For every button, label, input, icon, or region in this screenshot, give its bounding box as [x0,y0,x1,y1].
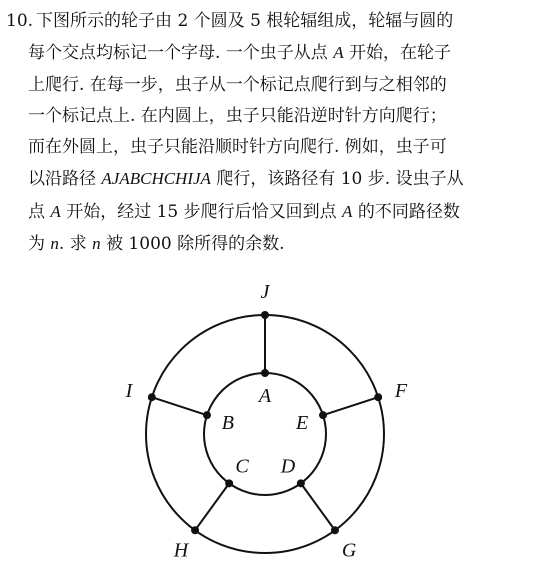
point-c [225,479,233,487]
label-i: I [125,379,133,402]
point-e [319,411,327,419]
math-variable: AJABCHCHIJA [101,169,211,189]
point-f [374,393,382,401]
problem-line-8: 为 n. 求 n 被 1000 除所得的余数. [28,234,285,255]
problem-line-5: 而在外圆上，虫子只能沿顺时针方向爬行. 例如，虫子可 [28,137,447,158]
point-i [148,393,156,401]
problem-line-2: 每个交点均标记一个字母. 一个虫子从点 A 开始，在轮子 [28,43,452,64]
math-variable: n [92,234,101,254]
spoke-bi [152,397,207,415]
label-e: E [295,411,309,434]
problem-line-3: 上爬行. 在每一步，虫子从一个标记点爬行到与之相邻的 [28,74,447,95]
problem-line-6: 以沿路径 AJABCHCHIJA 爬行，该路径有 10 步. 设虫子从 [28,169,464,190]
point-d [297,479,305,487]
label-h: H [173,539,189,562]
label-b: B [221,411,235,434]
problem-line-1: 10. 下图所示的轮子由 2 个圆及 5 根轮辐组成，轮辐与圆的 [6,11,454,31]
point-a [261,369,269,377]
point-g [331,526,339,534]
label-c: C [235,455,249,478]
spoke-ch [195,483,229,530]
math-variable: A [342,201,353,221]
label-f: F [394,379,408,402]
math-variable: n [50,234,59,254]
problem-line-7: 点 A 开始，经过 15 步爬行后恰又回到点 A 的不同路径数 [28,201,460,222]
point-h [191,526,199,534]
spoke-ef [323,397,378,415]
label-d: D [280,455,296,478]
label-a: A [258,385,272,407]
problem-line-4: 一个标记点上. 在内圆上，虫子只能沿逆时针方向爬行； [28,105,447,126]
problem-number: 10. [6,11,34,31]
math-variable: A [50,201,61,221]
point-labels [125,281,408,562]
spoke-dg [301,483,335,530]
point-b [203,411,211,419]
point-j [261,311,269,319]
label-g: G [341,539,357,562]
label-j: J [260,281,270,303]
math-variable: A [333,43,344,63]
spokes [152,315,378,530]
